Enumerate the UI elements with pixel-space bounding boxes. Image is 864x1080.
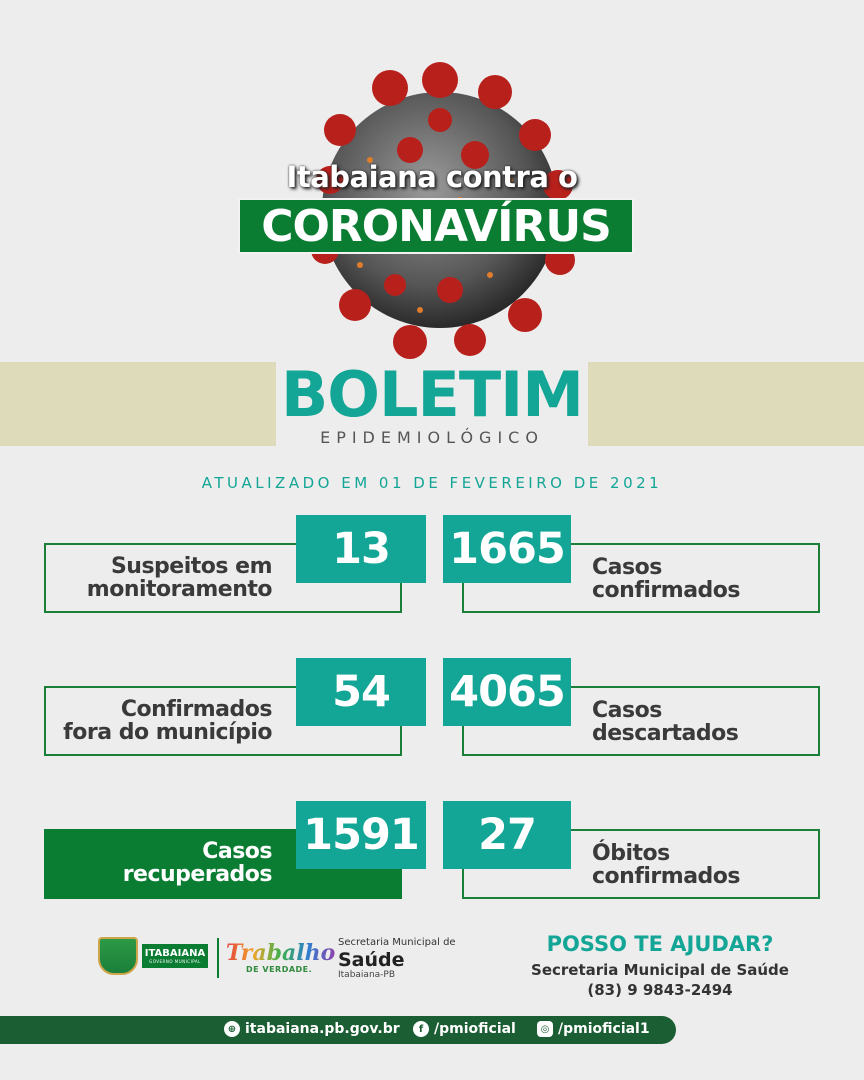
facebook-link[interactable]: f /pmioficial — [413, 1021, 516, 1037]
instagram-link[interactable]: ◎ /pmioficial1 — [537, 1021, 650, 1037]
descartados-value: 4065 — [443, 658, 571, 726]
help-secretaria: Secretaria Municipal de Saúde — [531, 961, 789, 979]
obitos-value: 27 — [443, 801, 571, 869]
facebook-icon: f — [413, 1021, 429, 1037]
fora-label: Confirmados fora do município — [63, 697, 272, 745]
fora-value: 54 — [296, 658, 426, 726]
coronavirus-banner — [238, 198, 634, 254]
itabaiana-logo: ITABAIANA GOVERNO MUNICIPAL — [142, 944, 208, 968]
descartados-label: Casos descartados — [592, 698, 739, 746]
obitos-label: Óbitos confirmados — [592, 841, 741, 889]
recuperados-value: 1591 — [296, 801, 426, 869]
trabalho-logo: Trabalho — [226, 940, 336, 966]
suspeitos-label: Suspeitos em monitoramento — [86, 554, 272, 602]
band-left — [0, 362, 276, 446]
help-phone[interactable]: (83) 9 9843-2494 — [587, 981, 733, 999]
recuperados-label: Casos recuperados — [122, 839, 272, 887]
confirmados-value: 1665 — [443, 515, 571, 583]
secretaria-label: Secretaria Municipal de — [338, 937, 456, 948]
bulletin-title: BOLETIM — [281, 358, 583, 431]
updated-date: ATUALIZADO EM 01 DE FEVEREIRO DE 2021 — [201, 474, 663, 492]
bulletin-subtitle: EPIDEMIOLÓGICO — [320, 428, 544, 447]
de-verdade-text: DE VERDADE. — [246, 965, 313, 974]
band-right — [588, 362, 864, 446]
instagram-icon: ◎ — [537, 1021, 553, 1037]
coronavirus-banner-text: CORONAVÍRUS — [261, 200, 611, 252]
site-link[interactable]: ⊕ itabaiana.pb.gov.br — [224, 1021, 400, 1037]
globe-icon: ⊕ — [224, 1021, 240, 1037]
logo-separator — [217, 938, 219, 978]
confirmados-label: Casos confirmados — [592, 555, 741, 603]
suspeitos-value: 13 — [296, 515, 426, 583]
itabaiana-pb-label: Itabaiana-PB — [338, 970, 396, 980]
itabaiana-crest-icon — [98, 937, 138, 975]
help-title: POSSO TE AJUDAR? — [546, 932, 774, 956]
campaign-title: Itabaiana contra o — [286, 160, 578, 194]
saude-label: Saúde — [338, 949, 405, 971]
